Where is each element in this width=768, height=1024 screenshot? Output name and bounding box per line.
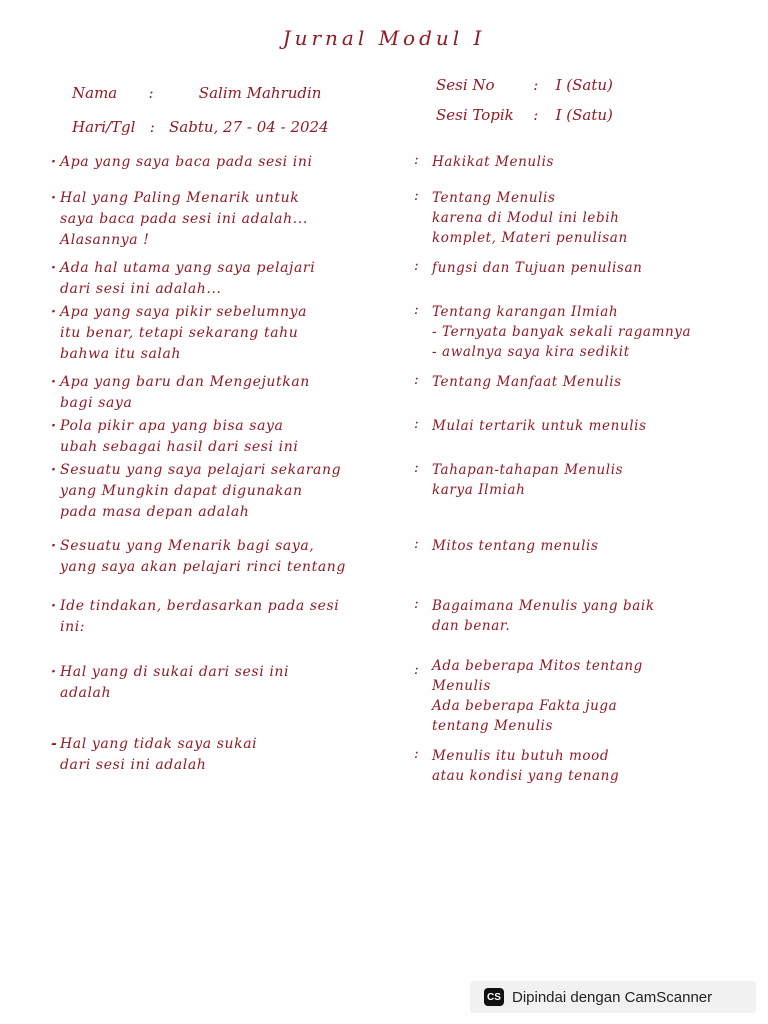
answer-8: Mitos tentang menulis — [432, 538, 599, 554]
tgl-separator: : — [149, 118, 155, 136]
sesi-topik-label: Sesi Topik — [436, 106, 514, 124]
sesi-no-field — [436, 76, 613, 94]
tgl-field — [72, 118, 329, 136]
nama-label: Nama — [72, 84, 118, 102]
answer-4: Tentang karangan Ilmiah - Ternyata banyak sekali ragamnya - awalnya saya kira sedikit — [432, 304, 692, 360]
question-11: - Hal yang tidak saya sukai dari sesi ini adalah — [60, 734, 410, 776]
question-3: · Ada hal utama yang saya pelajari dari sesi ini adalah... — [60, 258, 410, 300]
sesi-no-separator: : — [533, 76, 539, 94]
row-separator: : — [414, 416, 419, 432]
scanner-watermark — [470, 981, 756, 1013]
nama-field — [72, 84, 321, 102]
question-5: · Apa yang baru dan Mengejutkan bagi saya — [60, 372, 410, 414]
answer-3: fungsi dan Tujuan penulisan — [432, 260, 643, 276]
row-separator: : — [414, 258, 419, 274]
question-1: · Apa yang saya baca pada sesi ini — [60, 152, 410, 173]
nama-separator: : — [148, 84, 154, 102]
question-4: · Apa yang saya pikir sebelumnya itu benar, tetapi sekarang tahu bahwa itu salah — [60, 302, 410, 365]
sesi-no-value: I (Satu) — [555, 76, 613, 94]
row-separator: : — [414, 302, 419, 318]
scanner-watermark-text: Dipindai dengan CamScanner — [512, 988, 713, 1006]
camscanner-logo-icon: CS — [484, 988, 504, 1006]
answer-10: Ada beberapa Mitos tentang Menulis Ada beberapa Fakta juga tentang Menulis — [432, 658, 643, 734]
question-10: · Hal yang di sukai dari sesi ini adalah — [60, 662, 410, 704]
tgl-label: Hari/Tgl — [72, 118, 136, 136]
row-separator: : — [414, 662, 419, 678]
row-separator: : — [414, 596, 419, 612]
answer-7: Tahapan-tahapan Menulis karya Ilmiah — [432, 462, 624, 498]
question-6: · Pola pikir apa yang bisa saya ubah sebagai hasil dari sesi ini — [60, 416, 410, 458]
row-separator: : — [414, 152, 419, 168]
page-title: Jurnal Modul I — [282, 26, 486, 50]
row-separator: : — [414, 188, 419, 204]
row-separator: : — [414, 460, 419, 476]
row-separator: : — [414, 536, 419, 552]
question-8: · Sesuatu yang Menarik bagi saya, yang saya akan pelajari rinci tentang — [60, 536, 410, 578]
answer-1: Hakikat Menulis — [432, 154, 555, 170]
answer-6: Mulai tertarik untuk menulis — [432, 418, 647, 434]
question-2: · Hal yang Paling Menarik untuk saya baca pada sesi ini adalah... Alasannya ! — [60, 188, 410, 251]
answer-11: Menulis itu butuh mood atau kondisi yang tenang — [432, 748, 620, 784]
tgl-value: Sabtu, 27 - 04 - 2024 — [169, 118, 329, 136]
nama-value: Salim Mahrudin — [198, 84, 322, 102]
answer-2: Tentang Menulis karena di Modul ini lebih komplet, Materi penulisan — [432, 190, 628, 246]
answer-5: Tentang Manfaat Menulis — [432, 374, 622, 390]
row-separator: : — [414, 746, 419, 762]
question-9: · Ide tindakan, berdasarkan pada sesi ini: — [60, 596, 410, 638]
answer-9: Bagaimana Menulis yang baik dan benar. — [432, 598, 655, 634]
sesi-no-label: Sesi No — [436, 76, 495, 94]
sesi-topik-field — [436, 106, 613, 124]
row-separator: : — [414, 372, 419, 388]
question-7: · Sesuatu yang saya pelajari sekarang yang Mungkin dapat digunakan pada masa depan adalah — [60, 460, 410, 523]
sesi-topik-value: I (Satu) — [555, 106, 613, 124]
sesi-topik-separator: : — [533, 106, 539, 124]
